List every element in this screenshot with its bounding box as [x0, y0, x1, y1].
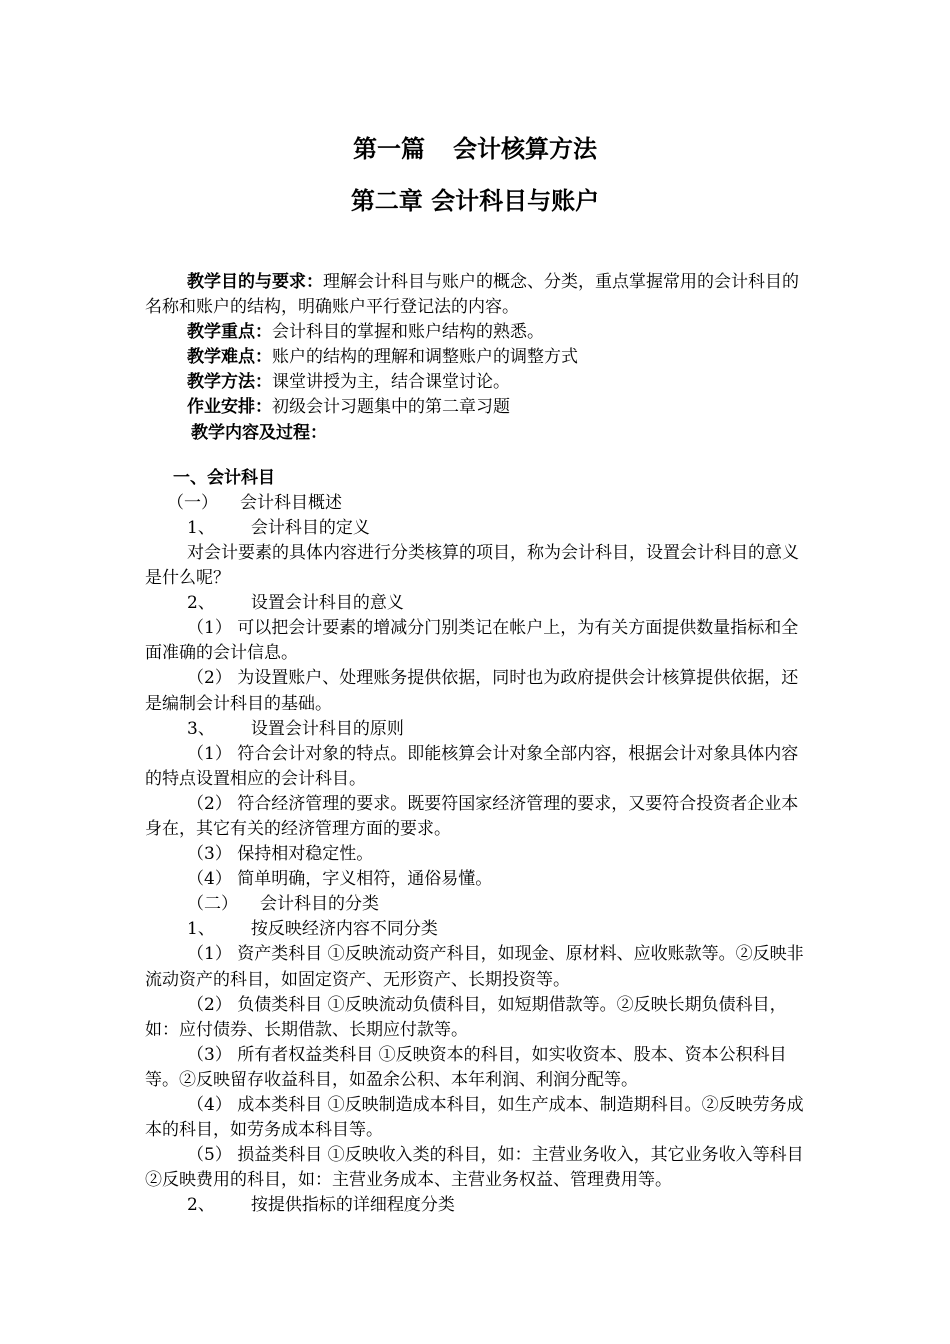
s3-point-2-text: 符合经济管理的要求。既要符国家经济管理的要求，又要符合投资者企业本身在，其它有关的经济管理方面的要求。 [145, 793, 799, 839]
section-heading: 一、会计科目 [173, 467, 275, 488]
c1-point-1-text: 资产类科目 ①反映流动资产科目，如现金、原材料、应收账款等。②反映非流动资产的科目，如固定资产、无形资产、长期投资等。 [145, 944, 804, 990]
goal-text: 理解会计科目与账户的概念、分类，重点掌握常用的会计科目的名称和账户的结构，明确账户平行登记法的内容。 [145, 272, 799, 318]
part-number: 第一篇 [353, 135, 425, 163]
homework-text: 初级会计习题集中的第二章习题 [272, 397, 510, 418]
s3-point-2-number: （2） [187, 793, 232, 814]
c1-point-1-number: （1） [187, 944, 232, 965]
homework-paragraph [145, 395, 810, 420]
c1-point-1 [145, 942, 810, 992]
item-c2-title: 按提供指标的详细程度分类 [250, 1195, 455, 1216]
s3-point-1-number: （1） [187, 743, 232, 764]
chapter-title: 第二章 会计科目与账户 [350, 187, 600, 215]
s2-point-2-number: （2） [187, 668, 232, 689]
document-body [145, 270, 810, 1218]
s2-point-2 [145, 666, 810, 716]
item-s2-number: 2、 [187, 593, 215, 614]
homework-label: 作业安排： [187, 397, 272, 418]
c1-point-3 [145, 1043, 810, 1093]
difficulty-text: 账户的结构的理解和调整账户的调整方式 [272, 347, 578, 368]
c1-point-3-number: （3） [187, 1044, 232, 1065]
s3-point-1 [145, 742, 810, 792]
part-name: 会计核算方法 [453, 135, 597, 163]
item-s1 [145, 516, 810, 541]
c1-point-2-text: 负债类科目 ①反映流动负债科目，如短期借款等。②反映长期负债科目，如：应付债券、长期借款、长期应付款等。 [145, 994, 787, 1040]
c1-point-4-text: 成本类科目 ①反映制造成本科目，如生产成本、制造期科目。②反映劳务成本的科目，如劳务成本科目等。 [145, 1095, 804, 1141]
s3-point-4-text: 简单明确，字义相符，通俗易懂。 [237, 869, 493, 890]
s3-point-3-text: 保持相对稳定性。 [237, 844, 374, 865]
item-s1-title: 会计科目的定义 [250, 517, 370, 538]
s2-point-2-text: 为设置账户、处理账务提供依据，同时也为政府提供会计核算提供依据，还是编制会计科目的基础。 [145, 668, 799, 714]
item-s3-number: 3、 [187, 718, 215, 739]
subsection-2-title: 会计科目的分类 [260, 894, 379, 915]
item-c1-number: 1、 [187, 919, 215, 940]
s2-point-1-text: 可以把会计要素的增减分门别类记在帐户上，为有关方面提供数量指标和全面准确的会计信息。 [145, 618, 799, 664]
c1-point-2-number: （2） [187, 994, 232, 1015]
s2-point-1 [145, 616, 810, 666]
c1-point-4 [145, 1093, 810, 1143]
s3-point-1-text: 符合会计对象的特点。即能核算会计对象全部内容，根据会计对象具体内容的特点设置相应的会计科目。 [145, 743, 799, 789]
difficulty-label: 教学难点： [187, 347, 272, 368]
c1-point-2 [145, 993, 810, 1043]
definition-paragraph: 对会计要素的具体内容进行分类核算的项目，称为会计科目，设置会计科目的意义是什么呢？ [145, 542, 799, 589]
item-c1 [145, 917, 810, 942]
s3-point-3-number: （3） [187, 844, 232, 865]
focus-label: 教学重点： [187, 322, 272, 343]
s2-point-1-number: （1） [187, 618, 232, 639]
subsection-2-number: （二） [187, 894, 238, 915]
item-s3 [145, 717, 810, 742]
s3-point-4-number: （4） [187, 869, 232, 890]
c1-point-4-number: （4） [187, 1095, 232, 1115]
item-c2-number: 2、 [187, 1195, 215, 1216]
method-label: 教学方法： [187, 372, 272, 393]
focus-paragraph [145, 320, 810, 345]
item-s3-title: 设置会计科目的原则 [250, 718, 404, 739]
subsection-2 [145, 892, 810, 917]
goal-paragraph [145, 270, 810, 320]
part-title [0, 134, 950, 164]
subsection-1-title: 会计科目概述 [240, 492, 342, 513]
item-s2 [145, 591, 810, 616]
item-s2-title: 设置会计科目的意义 [250, 593, 404, 614]
focus-text: 会计科目的掌握和账户结构的熟悉。 [272, 322, 544, 343]
goal-label: 教学目的与要求： [187, 272, 323, 292]
item-c2 [145, 1193, 810, 1218]
c1-point-5 [145, 1143, 810, 1193]
s3-point-2 [145, 792, 810, 842]
difficulty-paragraph [145, 345, 810, 370]
c1-point-5-text: 损益类科目 ①反映收入类的科目，如：主营业务收入，其它业务收入等科目②反映费用的科目，如：主营业务成本、主营业务权益、管理费用等。 [145, 1145, 804, 1191]
s3-point-3 [145, 842, 810, 867]
subsection-1-number: （一） [167, 492, 218, 513]
method-paragraph [145, 370, 810, 395]
content-label: 教学内容及过程： [191, 422, 327, 443]
content-paragraph [145, 421, 810, 446]
c1-point-3-text: 所有者权益类科目 ①反映资本的科目，如实收资本、股本、资本公积科目等。②反映留存收益科目，如盈余公积、本年利润、利润分配等。 [145, 1044, 787, 1090]
method-text: 课堂讲授为主，结合课堂讨论。 [272, 372, 510, 393]
c1-point-5-number: （5） [187, 1145, 232, 1166]
subsection-1 [145, 491, 810, 516]
item-s1-number: 1、 [187, 517, 215, 538]
item-c1-title: 按反映经济内容不同分类 [250, 919, 438, 940]
s3-point-4 [145, 867, 810, 892]
